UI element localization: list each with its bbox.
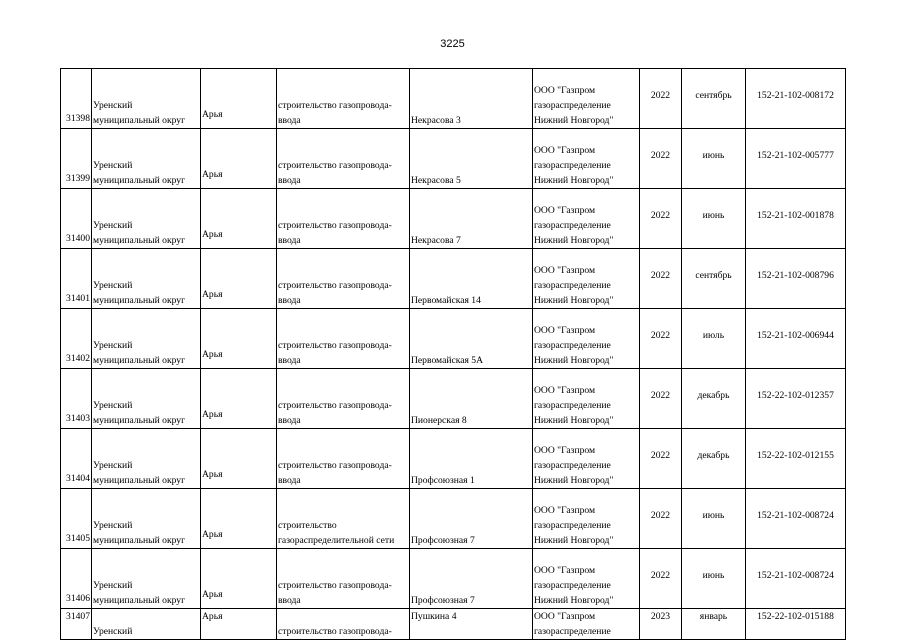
district-1-text: Уренский xyxy=(93,220,133,231)
district-2-text: муниципальный округ xyxy=(93,415,186,426)
settlement-cell xyxy=(201,489,277,549)
work-1-text: строительство газопровода- xyxy=(278,280,392,291)
settlement-text: Арья xyxy=(202,289,223,300)
org-1-text: ООО "Газпром xyxy=(534,445,596,456)
settlement-text: Арья xyxy=(202,469,223,480)
work-1-text: строительство газопровода- xyxy=(278,580,392,591)
code-cell xyxy=(746,489,846,549)
organization-cell xyxy=(533,489,640,549)
work-1-text: строительство газопровода- xyxy=(278,340,392,351)
district-1-text: Уренский xyxy=(93,580,133,591)
table-row-partial xyxy=(61,609,846,640)
table-row xyxy=(61,129,846,189)
work-type-cell xyxy=(277,489,410,549)
organization-cell xyxy=(533,549,640,609)
work-type-cell xyxy=(277,249,410,309)
month-text: сентябрь xyxy=(695,270,732,281)
address-cell xyxy=(410,369,533,429)
code-text: 152-21-102-008172 xyxy=(757,90,834,101)
month-cell xyxy=(682,489,746,549)
row-number xyxy=(61,249,92,309)
code-text: 152-21-102-008724 xyxy=(757,510,834,521)
row-number xyxy=(61,609,92,640)
month-cell xyxy=(682,249,746,309)
year-text: 2023 xyxy=(650,611,671,622)
table-row xyxy=(61,309,846,369)
code-cell xyxy=(746,549,846,609)
month-cell xyxy=(682,129,746,189)
organization-cell xyxy=(533,609,640,640)
year-text: 2022 xyxy=(650,90,671,101)
work-type-cell xyxy=(277,369,410,429)
work-1-text: строительство газопровода- xyxy=(278,220,392,231)
work-2-text: газораспределительной сети xyxy=(278,535,395,546)
org-3-text: Нижний Новгород" xyxy=(534,595,614,606)
district-1-text: Уренский xyxy=(93,100,133,111)
district-1-text: Уренский xyxy=(93,460,133,471)
org-2-text: газораспределение xyxy=(534,220,611,231)
address-text: Первомайская 14 xyxy=(411,295,481,306)
org-3-text: Нижний Новгород" xyxy=(534,355,614,366)
district-1-text: Уренский xyxy=(93,520,133,531)
org-2-text: газораспределение xyxy=(534,460,611,471)
work-2-text: ввода xyxy=(278,175,301,186)
district-cell xyxy=(92,429,201,489)
district-cell xyxy=(92,189,201,249)
month-cell xyxy=(682,309,746,369)
org-2-text: газораспределение xyxy=(534,160,611,171)
org-1-text: ООО "Газпром xyxy=(534,265,596,276)
work-type-cell xyxy=(277,189,410,249)
row-number xyxy=(61,309,92,369)
district-1-text: Уренский xyxy=(93,626,133,637)
no-text: 31406 xyxy=(66,593,90,604)
settlement-cell xyxy=(201,249,277,309)
work-type-cell xyxy=(277,309,410,369)
org-2-text: газораспределение xyxy=(534,100,611,111)
month-cell xyxy=(682,429,746,489)
work-2-text: ввода xyxy=(278,295,301,306)
year-text: 2022 xyxy=(650,270,671,281)
year-cell xyxy=(640,369,682,429)
month-cell xyxy=(682,369,746,429)
org-2-text: газораспределение xyxy=(534,580,611,591)
district-1-text: Уренский xyxy=(93,280,133,291)
org-1-text: ООО "Газпром xyxy=(534,505,596,516)
district-2-text: муниципальный округ xyxy=(93,115,186,126)
month-cell xyxy=(682,189,746,249)
no-text: 31404 xyxy=(66,473,90,484)
address-cell xyxy=(410,609,533,640)
address-text: Некрасова 5 xyxy=(411,175,461,186)
address-cell xyxy=(410,69,533,129)
org-1-text: ООО "Газпром xyxy=(534,611,596,622)
address-cell xyxy=(410,429,533,489)
org-2-text: газораспределение xyxy=(534,626,611,637)
district-1-text: Уренский xyxy=(93,160,133,171)
row-number xyxy=(61,129,92,189)
org-1-text: ООО "Газпром xyxy=(534,565,596,576)
org-3-text: Нижний Новгород" xyxy=(534,115,614,126)
org-3-text: Нижний Новгород" xyxy=(534,295,614,306)
code-cell xyxy=(746,609,846,640)
org-1-text: ООО "Газпром xyxy=(534,385,596,396)
work-type-cell xyxy=(277,69,410,129)
work-2-text: ввода xyxy=(278,415,301,426)
code-text: 152-21-102-008724 xyxy=(757,570,834,581)
row-number xyxy=(61,189,92,249)
month-cell xyxy=(682,609,746,640)
month-text: июнь xyxy=(702,210,725,221)
district-cell xyxy=(92,309,201,369)
year-cell xyxy=(640,609,682,640)
no-text: 31402 xyxy=(66,353,90,364)
code-cell xyxy=(746,369,846,429)
code-text: 152-21-102-008796 xyxy=(757,270,834,281)
address-cell xyxy=(410,249,533,309)
year-cell xyxy=(640,309,682,369)
organization-cell xyxy=(533,189,640,249)
district-cell xyxy=(92,609,201,640)
row-number xyxy=(61,69,92,129)
district-cell xyxy=(92,489,201,549)
work-2-text: ввода xyxy=(278,235,301,246)
row-number xyxy=(61,489,92,549)
work-2-text: ввода xyxy=(278,475,301,486)
year-text: 2022 xyxy=(650,150,671,161)
settlement-cell xyxy=(201,429,277,489)
settlement-cell xyxy=(201,549,277,609)
row-number xyxy=(61,369,92,429)
code-cell xyxy=(746,429,846,489)
code-cell xyxy=(746,309,846,369)
address-text: Профсоюзная 1 xyxy=(411,475,475,486)
settlement-cell xyxy=(201,69,277,129)
district-2-text: муниципальный округ xyxy=(93,475,186,486)
district-2-text: муниципальный округ xyxy=(93,235,186,246)
month-cell xyxy=(682,69,746,129)
work-1-text: строительство газопровода- xyxy=(278,460,392,471)
no-text: 31405 xyxy=(66,533,90,544)
district-2-text: муниципальный округ xyxy=(93,535,186,546)
org-3-text: Нижний Новгород" xyxy=(534,535,614,546)
table-row xyxy=(61,369,846,429)
work-type-cell xyxy=(277,129,410,189)
table-row xyxy=(61,429,846,489)
registry-table xyxy=(60,68,846,640)
settlement-text: Арья xyxy=(202,409,223,420)
code-text: 152-22-102-012155 xyxy=(757,450,834,461)
code-cell xyxy=(746,69,846,129)
address-text: Некрасова 3 xyxy=(411,115,461,126)
code-cell xyxy=(746,129,846,189)
organization-cell xyxy=(533,429,640,489)
district-cell xyxy=(92,129,201,189)
code-text: 152-22-102-015188 xyxy=(757,611,834,622)
address-text: Пушкина 4 xyxy=(411,611,457,622)
address-cell xyxy=(410,309,533,369)
table-row xyxy=(61,189,846,249)
work-1-text: строительство газопровода- xyxy=(278,400,392,411)
address-text: Профсоюзная 7 xyxy=(411,595,475,606)
month-text: июнь xyxy=(702,150,725,161)
district-cell xyxy=(92,69,201,129)
row-number xyxy=(61,429,92,489)
year-text: 2022 xyxy=(650,450,671,461)
org-1-text: ООО "Газпром xyxy=(534,145,596,156)
org-1-text: ООО "Газпром xyxy=(534,85,596,96)
row-number xyxy=(61,549,92,609)
settlement-text: Арья xyxy=(202,349,223,360)
code-text: 152-21-102-001878 xyxy=(757,210,834,221)
district-2-text: муниципальный округ xyxy=(93,355,186,366)
no-text: 31403 xyxy=(66,413,90,424)
address-text: Первомайская 5А xyxy=(411,355,484,366)
organization-cell xyxy=(533,249,640,309)
district-cell xyxy=(92,369,201,429)
work-2-text: ввода xyxy=(278,595,301,606)
month-text: декабрь xyxy=(697,450,730,461)
month-text: декабрь xyxy=(697,390,730,401)
org-2-text: газораспределение xyxy=(534,340,611,351)
work-1-text: строительство xyxy=(278,520,337,531)
organization-cell xyxy=(533,69,640,129)
work-1-text: строительство газопровода- xyxy=(278,160,392,171)
address-text: Некрасова 7 xyxy=(411,235,461,246)
district-2-text: муниципальный округ xyxy=(93,595,186,606)
code-cell xyxy=(746,249,846,309)
settlement-text: Арья xyxy=(202,109,223,120)
address-cell xyxy=(410,489,533,549)
settlement-cell xyxy=(201,369,277,429)
month-text: июнь xyxy=(702,510,725,521)
year-text: 2022 xyxy=(650,510,671,521)
work-type-cell xyxy=(277,429,410,489)
district-cell xyxy=(92,249,201,309)
address-text: Профсоюзная 7 xyxy=(411,535,475,546)
settlement-cell xyxy=(201,309,277,369)
no-text: 31398 xyxy=(66,113,90,124)
year-cell xyxy=(640,189,682,249)
registry-table-body xyxy=(61,69,846,640)
year-cell xyxy=(640,69,682,129)
month-text: январь xyxy=(699,611,728,622)
org-3-text: Нижний Новгород" xyxy=(534,475,614,486)
code-cell xyxy=(746,189,846,249)
work-type-cell xyxy=(277,609,410,640)
org-3-text: Нижний Новгород" xyxy=(534,175,614,186)
organization-cell xyxy=(533,369,640,429)
month-text: июль xyxy=(702,330,725,341)
no-text: 31401 xyxy=(66,293,90,304)
year-text: 2022 xyxy=(650,210,671,221)
work-1-text: строительство газопровода- xyxy=(278,100,392,111)
table-row xyxy=(61,489,846,549)
address-cell xyxy=(410,189,533,249)
year-cell xyxy=(640,429,682,489)
work-type-cell xyxy=(277,549,410,609)
table-row xyxy=(61,549,846,609)
work-1-text: строительство газопровода- xyxy=(278,626,392,637)
org-1-text: ООО "Газпром xyxy=(534,205,596,216)
year-cell xyxy=(640,249,682,309)
org-3-text: Нижний Новгород" xyxy=(534,235,614,246)
address-cell xyxy=(410,129,533,189)
address-cell xyxy=(410,549,533,609)
org-3-text: Нижний Новгород" xyxy=(534,415,614,426)
year-text: 2022 xyxy=(650,390,671,401)
month-cell xyxy=(682,549,746,609)
settlement-cell xyxy=(201,189,277,249)
settlement-cell xyxy=(201,129,277,189)
year-cell xyxy=(640,549,682,609)
work-2-text: ввода xyxy=(278,115,301,126)
org-2-text: газораспределение xyxy=(534,400,611,411)
settlement-text: Арья xyxy=(202,589,223,600)
district-2-text: муниципальный округ xyxy=(93,295,186,306)
organization-cell xyxy=(533,129,640,189)
code-text: 152-22-102-012357 xyxy=(757,390,834,401)
year-cell xyxy=(640,489,682,549)
district-cell xyxy=(92,549,201,609)
settlement-text: Арья xyxy=(202,529,223,540)
org-2-text: газораспределение xyxy=(534,520,611,531)
no-text: 31399 xyxy=(66,173,90,184)
year-text: 2022 xyxy=(650,330,671,341)
settlement-text: Арья xyxy=(202,169,223,180)
table-row xyxy=(61,249,846,309)
district-1-text: Уренский xyxy=(93,400,133,411)
page-number: 3225 xyxy=(440,38,465,50)
district-1-text: Уренский xyxy=(93,340,133,351)
year-text: 2022 xyxy=(650,570,671,581)
year-cell xyxy=(640,129,682,189)
district-2-text: муниципальный округ xyxy=(93,175,186,186)
address-text: Пионерская 8 xyxy=(411,415,467,426)
month-text: июнь xyxy=(702,570,725,581)
month-text: сентябрь xyxy=(695,90,732,101)
org-2-text: газораспределение xyxy=(534,280,611,291)
work-2-text: ввода xyxy=(278,355,301,366)
code-text: 152-21-102-005777 xyxy=(757,150,834,161)
no-text: 31407 xyxy=(66,611,90,622)
settlement-text: Арья xyxy=(202,611,223,622)
settlement-cell xyxy=(201,609,277,640)
no-text: 31400 xyxy=(66,233,90,244)
code-text: 152-21-102-006944 xyxy=(757,330,834,341)
settlement-text: Арья xyxy=(202,229,223,240)
table-row xyxy=(61,69,846,129)
organization-cell xyxy=(533,309,640,369)
org-1-text: ООО "Газпром xyxy=(534,325,596,336)
